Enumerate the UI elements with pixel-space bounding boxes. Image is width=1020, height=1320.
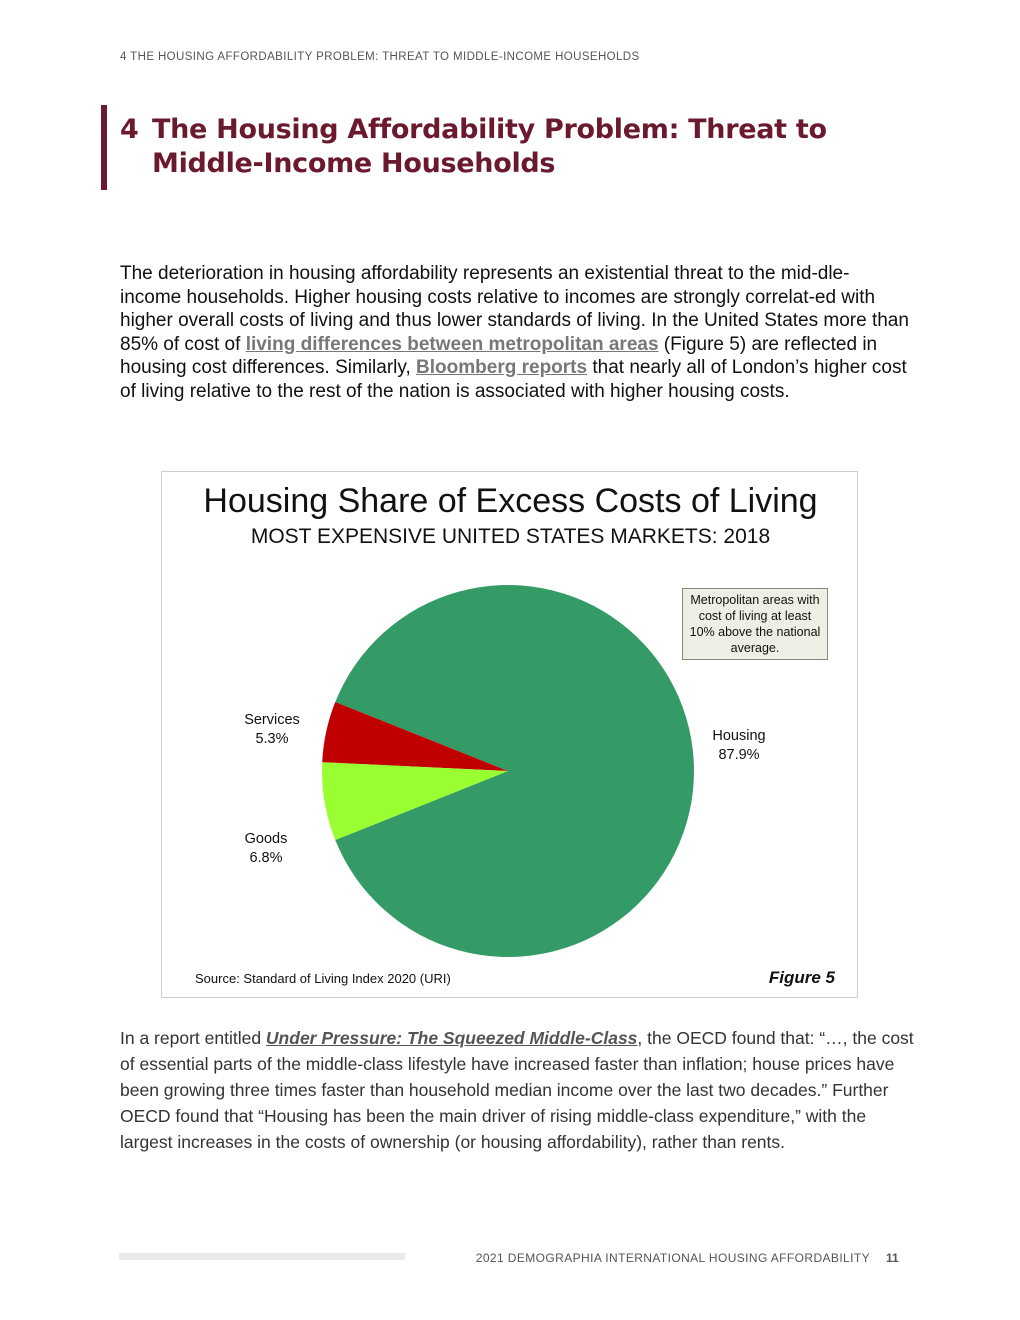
slice-label-services: Services [244, 712, 300, 728]
chart-note-box: Metropolitan areas with cost of living at least 10% above the national average. [682, 588, 828, 660]
section-title-accent-bar [101, 105, 107, 190]
intro-text-part3: that nearly all of London’s higher cost of living relative to the rest of the nation is associated with higher housing costs. [120, 357, 907, 402]
slice-label-goods: Goods [244, 831, 288, 847]
oecd-paragraph [120, 1025, 920, 1155]
oecd-text-part2: , the OECD found that: “…, the cost of essential parts of the middle-class lifestyle have increased faster than inflation; house prices have been growing three times faster than household median income over the last two decades.” Further OECD found that “Housing has been the main driver of rising middle-class expenditure,” with the largest increases in the costs of ownership (or housing affordability), rather than rents. [120, 1028, 914, 1152]
section-title-line1: The Housing Affordability Problem: Threat to [152, 114, 827, 145]
figure-label: Figure 5 [768, 968, 835, 987]
slice-value-housing: 87.9% [718, 747, 760, 763]
under-pressure-link[interactable]: Under Pressure: The Squeezed Middle-Class [265, 1028, 638, 1048]
slice-value-services: 5.3% [255, 731, 289, 747]
slice-label-housing: Housing [712, 728, 766, 744]
figure-5 [161, 471, 858, 998]
footer-bar [119, 1253, 405, 1260]
running-header: 4 THE HOUSING AFFORDABILITY PROBLEM: THREAT TO MIDDLE-INCOME HOUSEHOLDS [120, 51, 640, 63]
footer-publication: 2021 DEMOGRAPHIA INTERNATIONAL HOUSING AFFORDABILITY [475, 1251, 870, 1265]
bloomberg-reports-link[interactable]: Bloomberg reports [416, 357, 588, 378]
living-differences-link[interactable]: living differences between metropolitan areas [245, 333, 659, 355]
section-title [120, 113, 940, 181]
slice-value-goods: 6.8% [249, 850, 283, 866]
page-number: 11 [886, 1251, 899, 1265]
section-title-line2: Middle-Income Households [152, 148, 556, 179]
oecd-text-part1: In a report entitled [120, 1028, 266, 1048]
chart-subtitle: MOST EXPENSIVE UNITED STATES MARKETS: 2018 [250, 525, 771, 548]
intro-text-part2: (Figure 5) are reflected in housing cost differences. Similarly, [120, 333, 878, 378]
chart-source: Source: Standard of Living Index 2020 (URI) [195, 971, 451, 986]
chart-title: Housing Share of Excess Costs of Living [203, 482, 818, 520]
intro-paragraph [120, 262, 910, 403]
intro-text-part1: The deterioration in housing affordability represents an existential threat to the mid-dle-income households. Higher housing costs relative to incomes are strongly correlat-ed with higher overall costs of living and thus lower standards of living. In the United States more than 85% of cost of [120, 263, 909, 355]
pie-chart [162, 472, 859, 999]
section-number: 4 [120, 114, 139, 145]
